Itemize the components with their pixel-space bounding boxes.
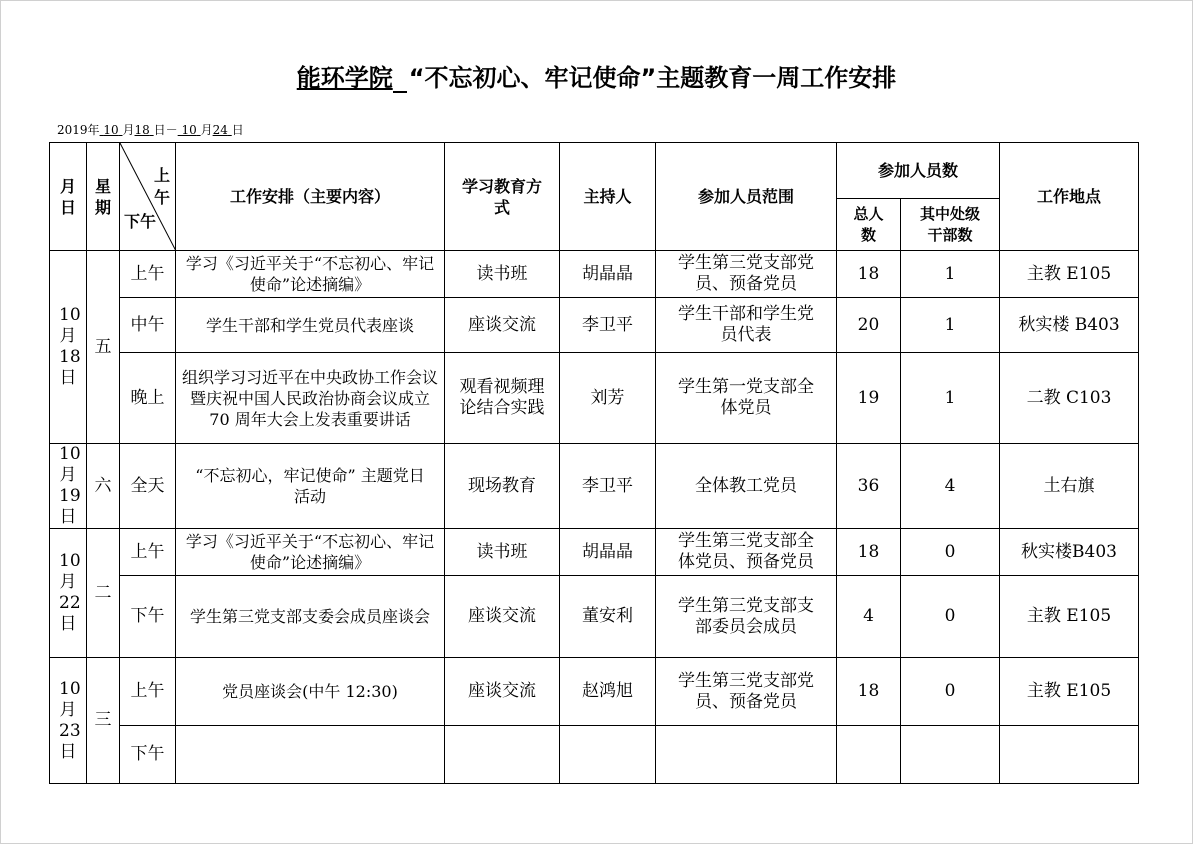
header-scope: 参加人员范围 [656,143,837,251]
row-scope: 全体教工党员 [656,444,837,529]
header-period-diagonal [120,143,176,251]
date-ri-1: 日 [153,123,166,137]
row-work: 学习《习近平关于“不忘初心、牢记使命”论述摘编》 [176,529,445,576]
row-scope: 学生第三党支部党员、预备党员 [656,658,837,726]
row-weekday: 六 [87,444,120,529]
row-work: 学生第三党支部支委会成员座谈会 [176,576,445,658]
row-location: 主教 E105 [1000,576,1139,658]
row-total: 18 [837,529,901,576]
row-total: 18 [837,658,901,726]
row-method: 读书班 [445,251,560,298]
header-date: 月日 [50,143,87,251]
row-work: “不忘初心，牢记使命” 主题党日活动 [176,444,445,529]
row-host: 胡晶晶 [560,251,656,298]
row-total [837,726,901,784]
header-total: 总人数 [837,199,901,251]
row-work: 党员座谈会(中午 12:30) [176,658,445,726]
row-method [445,726,560,784]
title-underline-gap [393,69,407,93]
row-total: 4 [837,576,901,658]
row-location: 土右旗 [1000,444,1139,529]
date-dash: － [165,123,178,137]
row-period: 晚上 [120,353,176,444]
table-row [50,251,1139,298]
header-method: 学习教育方式 [445,143,560,251]
table-row [50,353,1139,444]
row-host [560,726,656,784]
date-start-day: 18 [134,123,150,137]
row-method: 座谈交流 [445,576,560,658]
table-row [50,529,1139,576]
row-method: 座谈交流 [445,658,560,726]
row-host: 董安利 [560,576,656,658]
row-period: 上午 [120,529,176,576]
table-row [50,576,1139,658]
row-cadres: 0 [901,529,1000,576]
row-weekday: 三 [87,658,120,784]
row-cadres: 4 [901,444,1000,529]
row-date: 10月22日 [50,529,87,658]
date-range [57,121,244,138]
row-period: 上午 [120,251,176,298]
title-college: 能环学院 [296,64,393,92]
row-work: 学习《习近平关于“不忘初心、牢记使命”论述摘编》 [176,251,445,298]
row-cadres: 0 [901,576,1000,658]
row-period: 下午 [120,576,176,658]
row-date: 10月23日 [50,658,87,784]
row-cadres [901,726,1000,784]
table-row [50,726,1139,784]
header-location: 工作地点 [1000,143,1139,251]
row-host: 李卫平 [560,444,656,529]
row-total: 20 [837,298,901,353]
header-weekday: 星期 [87,143,120,251]
row-location: 二教 C103 [1000,353,1139,444]
header-work: 工作安排（主要内容） [176,143,445,251]
row-location [1000,726,1139,784]
row-method: 座谈交流 [445,298,560,353]
row-work: 学生干部和学生党员代表座谈 [176,298,445,353]
header-host: 主持人 [560,143,656,251]
row-scope [656,726,837,784]
header-period-bottom: 下午 [124,212,157,231]
row-period: 上午 [120,658,176,726]
row-work: 组织学习习近平在中央政协工作会议暨庆祝中国人民政治协商会议成立 70 周年大会上发表重要讲话 [176,353,445,444]
row-date: 10月19日 [50,444,87,529]
row-location: 秋实楼B403 [1000,529,1139,576]
header-count: 参加人员数 [837,143,1000,199]
date-yue-1: 月 [122,123,135,137]
row-period: 中午 [120,298,176,353]
row-scope: 学生第三党支部支部委员会成员 [656,576,837,658]
row-scope: 学生第三党支部党员、预备党员 [656,251,837,298]
date-year: 2019 [57,123,88,137]
date-start-month: 10 [103,123,119,137]
row-scope: 学生第一党支部全体党员 [656,353,837,444]
row-scope: 学生第三党支部全体党员、预备党员 [656,529,837,576]
row-method: 现场教育 [445,444,560,529]
header-row-1 [50,143,1139,199]
row-host: 刘芳 [560,353,656,444]
date-end-day: 24 [212,123,228,137]
row-location: 主教 E105 [1000,658,1139,726]
date-ri-2: 日 [231,123,244,137]
row-location: 秋实楼 B403 [1000,298,1139,353]
row-cadres: 0 [901,658,1000,726]
row-weekday: 二 [87,529,120,658]
table-row [50,658,1139,726]
row-period: 全天 [120,444,176,529]
page-title [0,58,1193,93]
row-date: 10月18日 [50,251,87,444]
date-yue-2: 月 [200,123,213,137]
schedule-table [49,142,1139,784]
date-end-month: 10 [181,123,197,137]
row-work [176,726,445,784]
row-period: 下午 [120,726,176,784]
row-cadres: 1 [901,353,1000,444]
date-nian: 年 [87,123,100,137]
row-total: 18 [837,251,901,298]
row-location: 主教 E105 [1000,251,1139,298]
row-cadres: 1 [901,298,1000,353]
row-host: 胡晶晶 [560,529,656,576]
row-scope: 学生干部和学生党员代表 [656,298,837,353]
row-method: 读书班 [445,529,560,576]
table-row [50,444,1139,529]
row-host: 赵鸿旭 [560,658,656,726]
row-method: 观看视频理论结合实践 [445,353,560,444]
title-main: “不忘初心、牢记使命”主题教育一周工作安排 [408,64,897,92]
row-cadres: 1 [901,251,1000,298]
table-row [50,298,1139,353]
row-host: 李卫平 [560,298,656,353]
row-total: 19 [837,353,901,444]
row-weekday: 五 [87,251,120,444]
header-cadres: 其中处级干部数 [901,199,1000,251]
header-period-top: 上午 [153,166,170,207]
row-total: 36 [837,444,901,529]
